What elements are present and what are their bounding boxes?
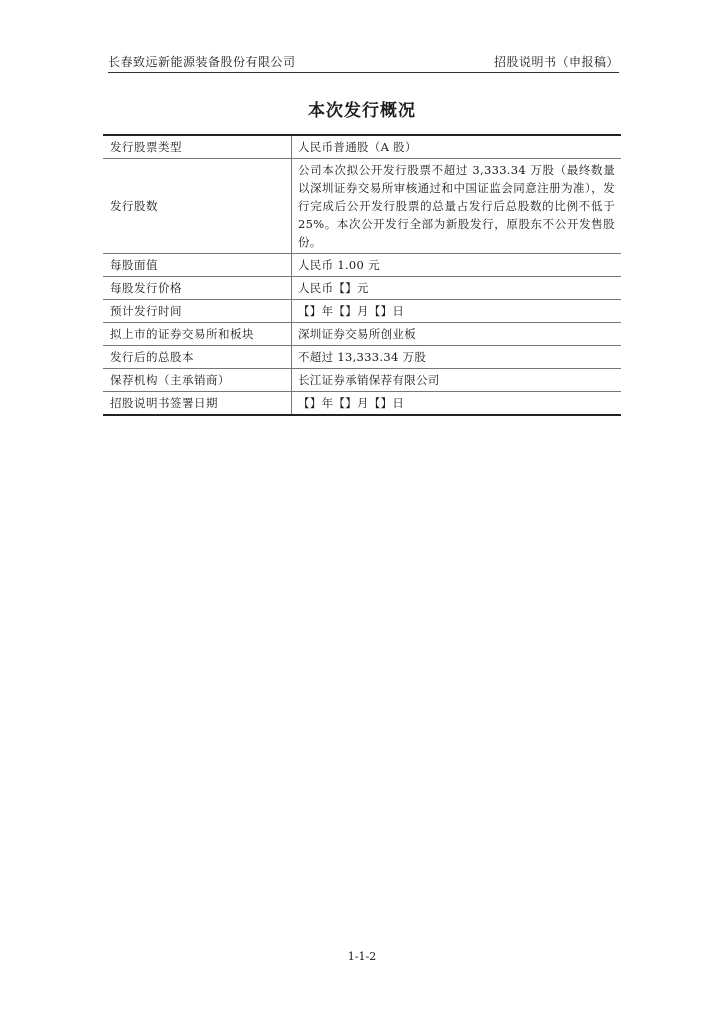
row-value: 人民币【】元 <box>298 281 369 295</box>
table-row <box>103 159 621 254</box>
row-value: 公司本次拟公开发行股票不超过 3,333.34 万股（最终数量以深圳证券交易所审核通过和中国证监会同意注册为准），发行完成后公开发行股票的总量占发行后总股数的比例不低于 25%。本次公开发行全部为新股发行，原股东不公开发售股份。 <box>298 163 615 249</box>
row-label: 预计发行时间 <box>103 300 292 323</box>
offering-summary-table <box>103 134 621 416</box>
table-row <box>103 277 621 300</box>
row-label: 保荐机构（主承销商） <box>103 369 292 392</box>
page-title: 本次发行概况 <box>308 101 416 121</box>
row-value: 【】年【】月【】日 <box>298 396 405 410</box>
row-value: 人民币 1.00 元 <box>298 258 380 272</box>
row-value: 人民币普通股（A 股） <box>298 140 417 154</box>
header-document-type: 招股说明书（申报稿） <box>493 55 619 69</box>
row-value: 不超过 13,333.34 万股 <box>298 350 427 364</box>
table-row <box>103 135 621 159</box>
table-row <box>103 254 621 277</box>
row-label: 每股发行价格 <box>103 277 292 300</box>
row-label: 招股说明书签署日期 <box>103 392 292 416</box>
row-value: 长江证券承销保荐有限公司 <box>298 373 440 387</box>
table-row <box>103 346 621 369</box>
table-row <box>103 392 621 416</box>
page-number: 1-1-2 <box>347 950 377 963</box>
row-value: 深圳证券交易所创业板 <box>298 327 416 341</box>
row-label: 发行股数 <box>103 159 292 254</box>
row-label: 发行股票类型 <box>103 135 292 159</box>
table-row <box>103 300 621 323</box>
header-company-name: 长春致远新能源装备股份有限公司 <box>108 55 296 69</box>
row-label: 拟上市的证券交易所和板块 <box>103 323 292 346</box>
row-label: 每股面值 <box>103 254 292 277</box>
table-row <box>103 323 621 346</box>
row-value: 【】年【】月【】日 <box>298 304 405 318</box>
page-header <box>108 50 619 73</box>
table-row <box>103 369 621 392</box>
row-label: 发行后的总股本 <box>103 346 292 369</box>
